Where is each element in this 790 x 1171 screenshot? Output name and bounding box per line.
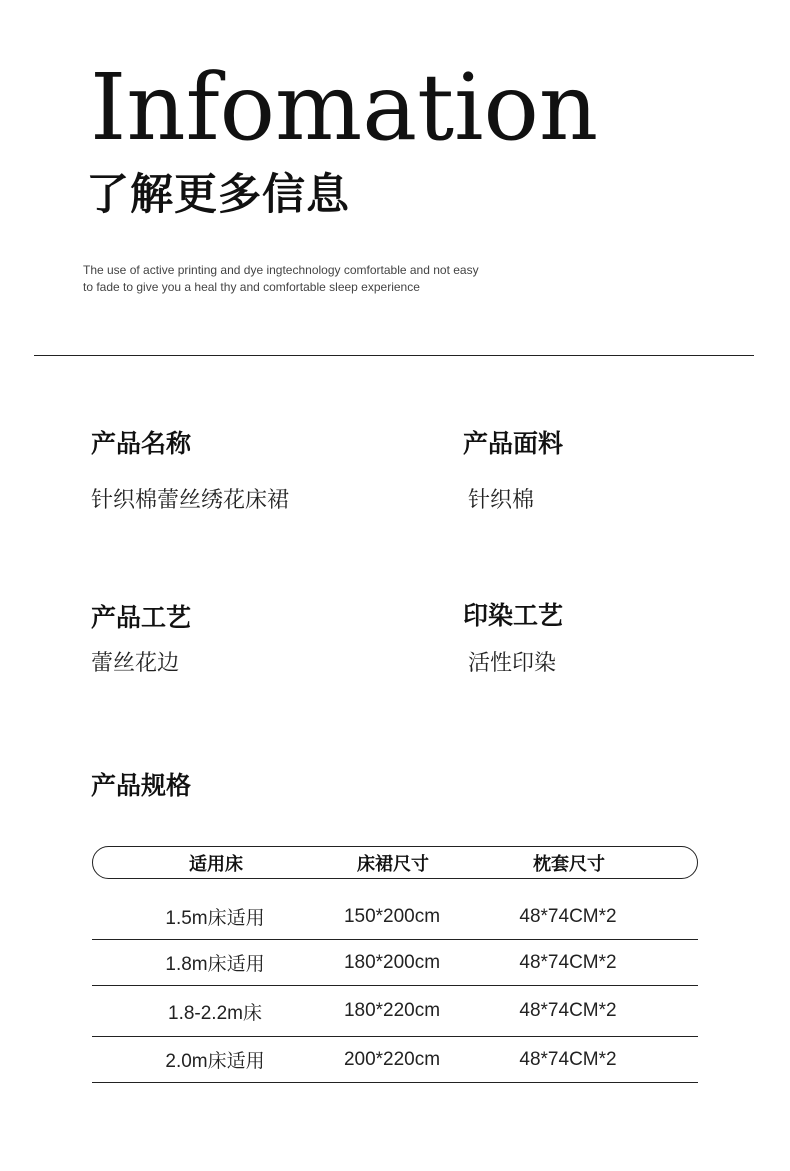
section-divider xyxy=(34,355,754,356)
cell-bed: 2.0m床适用 xyxy=(165,1051,265,1072)
fabric-value: 针织棉 xyxy=(468,488,535,513)
cell-pillowcase-size: 48*74CM*2 xyxy=(519,905,617,927)
specs-heading: 产品规格 xyxy=(91,771,192,800)
product-name-label: 产品名称 xyxy=(91,429,192,458)
column-header-bed: 适用床 xyxy=(189,853,243,875)
english-title: Infomation xyxy=(90,54,599,161)
printing-label: 印染工艺 xyxy=(463,601,564,630)
specs-table-header xyxy=(92,846,698,879)
fabric-label: 产品面料 xyxy=(463,429,564,458)
description xyxy=(83,262,513,296)
cell-skirt-size: 200*220cm xyxy=(343,1048,441,1070)
craft-label: 产品工艺 xyxy=(91,603,192,632)
specs-table xyxy=(92,846,698,1072)
chinese-title: 了解更多信息 xyxy=(86,170,350,220)
table-row xyxy=(92,940,698,986)
cell-skirt-size: 180*200cm xyxy=(343,951,441,973)
cell-pillowcase-size: 48*74CM*2 xyxy=(519,1048,617,1070)
description-line-2: to fade to give you a heal thy and comfortable sleep experience xyxy=(83,280,420,294)
printing-value: 活性印染 xyxy=(468,651,557,676)
table-row xyxy=(92,1037,698,1083)
column-header-skirt-size: 床裙尺寸 xyxy=(357,853,429,875)
table-row xyxy=(92,986,698,1037)
cell-skirt-size: 180*220cm xyxy=(343,1000,441,1021)
cell-bed: 1.8m床适用 xyxy=(165,954,265,975)
cell-bed: 1.5m床适用 xyxy=(165,908,265,929)
cell-bed: 1.8-2.2m床 xyxy=(168,1002,262,1024)
craft-value: 蕾丝花边 xyxy=(91,651,180,676)
description-line-1: The use of active printing and dye ingtechnology comfortable and not easy xyxy=(83,263,479,277)
cell-pillowcase-size: 48*74CM*2 xyxy=(519,1000,617,1021)
cell-pillowcase-size: 48*74CM*2 xyxy=(519,951,617,973)
product-name-value: 针织棉蕾丝绣花床裙 xyxy=(91,488,290,513)
cell-skirt-size: 150*200cm xyxy=(343,905,441,927)
table-row xyxy=(92,894,698,940)
column-header-pillowcase-size: 枕套尺寸 xyxy=(533,853,605,875)
